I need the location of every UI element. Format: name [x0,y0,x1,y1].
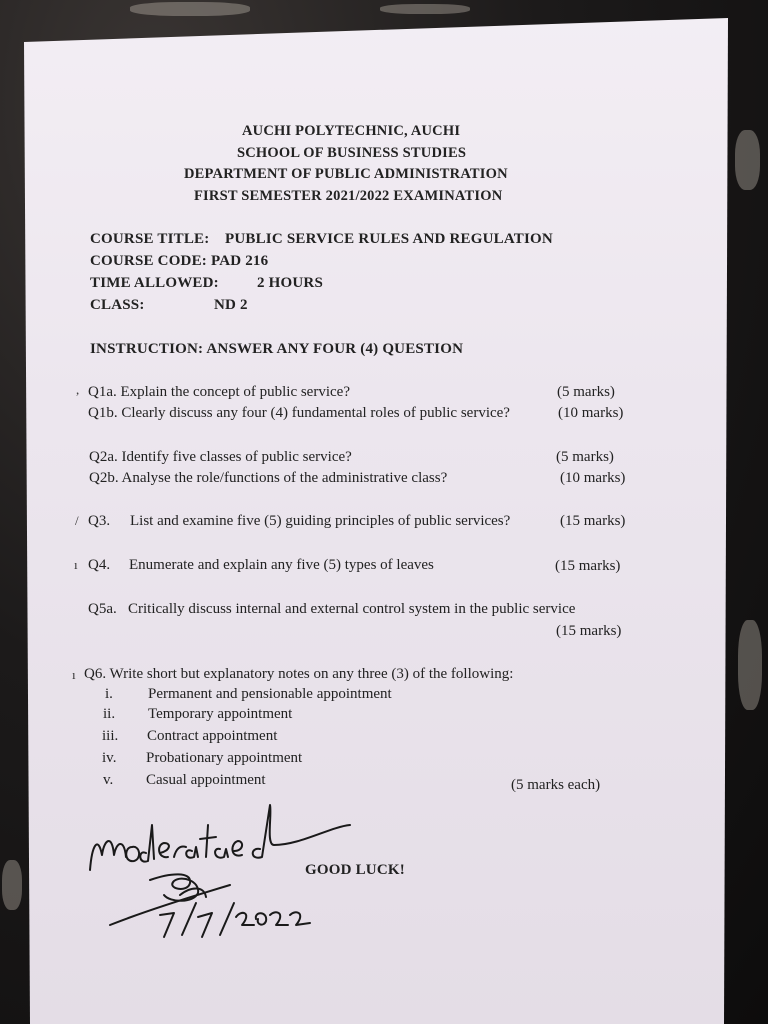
background-mark [735,130,760,190]
question-2b-marks: (10 marks) [560,470,626,486]
list-item: Probationary appointment [146,750,303,766]
background-mark [130,2,250,16]
margin-tick: ı [74,557,78,572]
question-2a: Q2a. Identify five classes of public service? [89,449,352,465]
question-4-marks: (15 marks) [555,558,621,574]
question-2b: Q2b. Analyse the role/functions of the administrative class? [89,470,448,486]
question-3: List and examine five (5) guiding principles of public services? [130,513,511,529]
question-5a: Critically discuss internal and external control system in the public service [128,601,576,617]
question-4-label: Q4. [88,557,111,573]
exam-title: FIRST SEMESTER 2021/2022 EXAMINATION [194,188,503,204]
course-code: COURSE CODE: PAD 216 [90,253,269,269]
list-item-number: iii. [102,728,119,744]
list-item-number: v. [103,772,114,788]
margin-tick: ı [72,667,76,682]
list-item: Permanent and pensionable appointment [148,686,392,702]
background-mark [738,620,762,710]
list-item: Temporary appointment [148,706,293,722]
time-allowed-label: TIME ALLOWED: [90,275,219,291]
question-6: Q6. Write short but explanatory notes on any three (3) of the following: [84,666,514,682]
question-1b: Q1b. Clearly discuss any four (4) fundamental roles of public service? [88,405,510,421]
list-item: Casual appointment [146,772,266,788]
question-1b-marks: (10 marks) [558,405,624,421]
question-1a-marks: (5 marks) [557,384,615,400]
question-2a-marks: (5 marks) [556,449,614,465]
department-name: DEPARTMENT OF PUBLIC ADMINISTRATION [184,166,508,182]
background-mark [2,860,22,910]
question-5a-marks: (15 marks) [556,623,622,639]
question-3-label: Q3. [88,513,111,529]
question-3-marks: (15 marks) [560,513,626,529]
background-mark [380,4,470,14]
list-item-number: ii. [103,706,116,722]
question-1a: Q1a. Explain the concept of public service? [88,384,350,400]
question-6-marks: (5 marks each) [511,777,601,793]
course-title-label: COURSE TITLE: [90,231,210,247]
margin-tick: / [75,513,79,528]
instruction: INSTRUCTION: ANSWER ANY FOUR (4) QUESTION [90,341,464,357]
margin-tick: , [76,382,80,397]
institution-name: AUCHI POLYTECHNIC, AUCHI [242,123,461,139]
class-label: CLASS: [90,297,145,313]
list-item-number: iv. [102,750,117,766]
class-value: ND 2 [214,297,248,313]
closing-message: GOOD LUCK! [305,862,405,878]
list-item-number: i. [105,686,113,702]
question-4: Enumerate and explain any five (5) types of leaves [129,557,434,573]
school-name: SCHOOL OF BUSINESS STUDIES [237,145,467,161]
question-5a-label: Q5a. [88,601,117,617]
course-title-value: PUBLIC SERVICE RULES AND REGULATION [225,231,553,247]
time-allowed-value: 2 HOURS [257,275,323,291]
list-item: Contract appointment [147,728,278,744]
